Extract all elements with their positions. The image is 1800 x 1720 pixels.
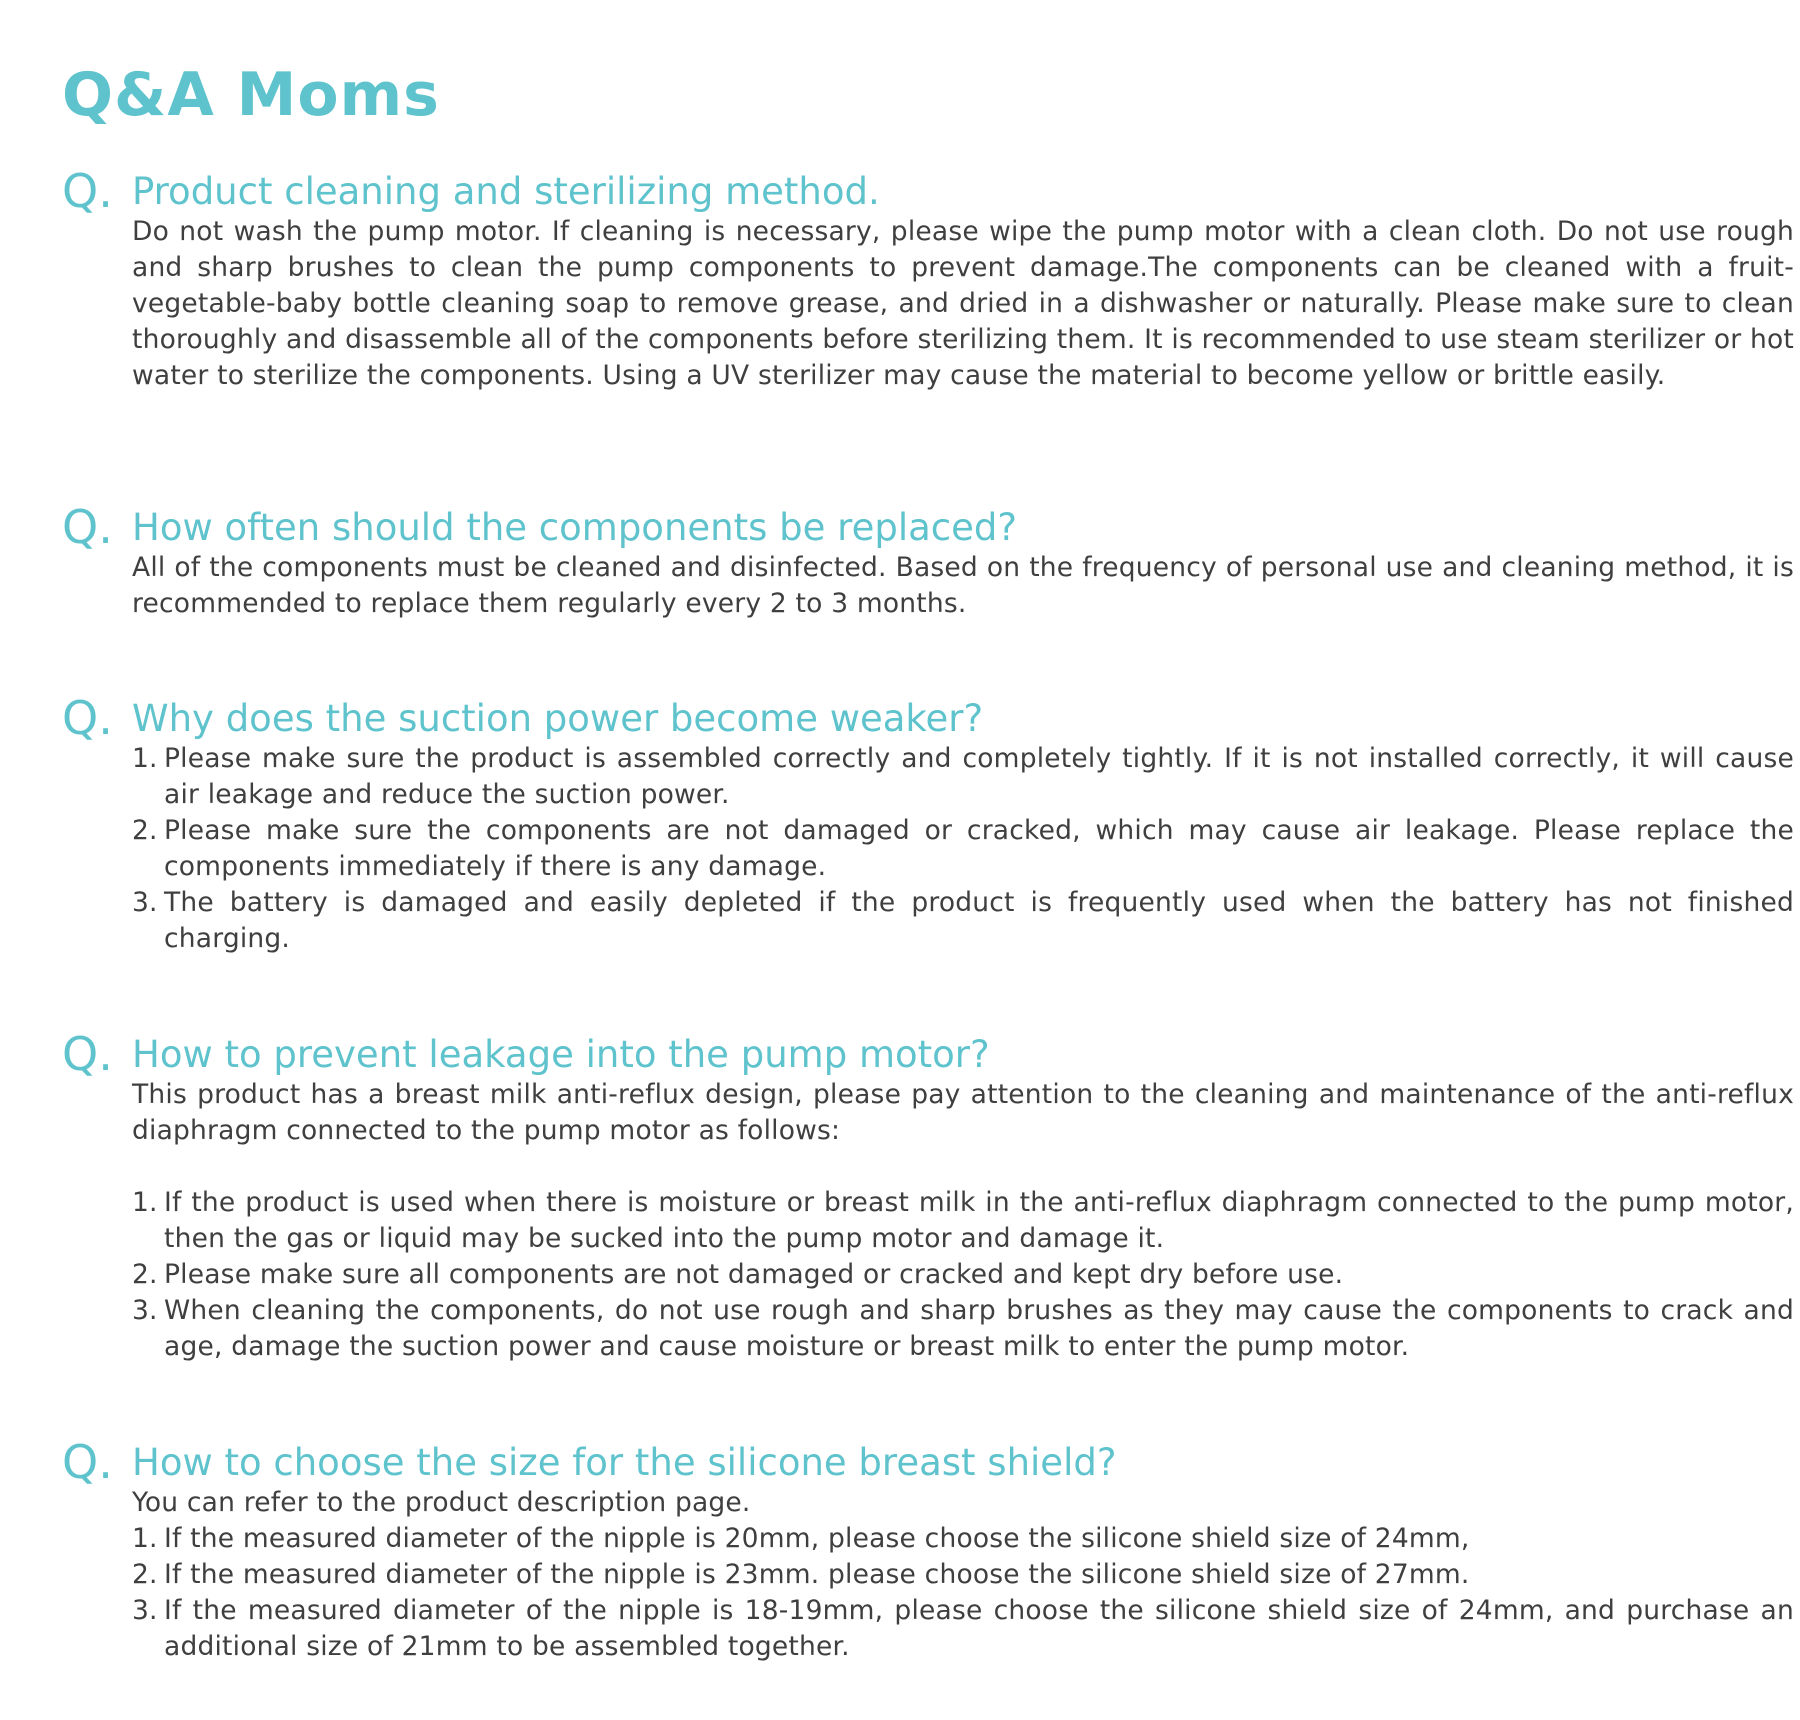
list-item-text: Please make sure all components are not damaged or cracked and kept dry before use. (164, 1259, 1344, 1290)
list-item-number: 2. (132, 1559, 158, 1590)
q-mark: Q. (62, 1435, 113, 1489)
list-item (132, 1593, 1794, 1665)
list-item-number: 3. (132, 887, 158, 918)
q-mark: Q. (62, 500, 113, 554)
answer-paragraph: All of the components must be cleaned and disinfected. Based on the frequency of personal use and cleaning method, it is recommended to replace them regularly every 2 to 3 months. (132, 552, 1794, 619)
list-item-text: If the measured diameter of the nipple is 18-19mm, please choose the silicone shield size of 24mm, and purchase an additional size of 21mm to be assembled together. (164, 1595, 1794, 1662)
qa-section-replacement (62, 500, 1794, 622)
question-row (62, 1027, 1738, 1081)
list-item (132, 1557, 1794, 1593)
list-item-number: 3. (132, 1595, 158, 1626)
q-mark: Q. (62, 691, 113, 745)
question-row (62, 500, 1738, 554)
list-item-text: When cleaning the components, do not use rough and sharp brushes as they may cause the components to crack and age, damage the suction power and cause moisture or breast milk to enter the pump motor. (164, 1295, 1794, 1362)
question-text: Why does the suction power become weaker? (132, 697, 984, 740)
answer-paragraph: You can refer to the product description page. (132, 1487, 751, 1518)
list-item-number: 2. (132, 1259, 158, 1290)
qa-section-leakage (62, 1027, 1794, 1365)
q-mark: Q. (62, 164, 113, 218)
question-row (62, 164, 1738, 218)
list-item-text: The battery is damaged and easily depleted if the product is frequently used when the battery has not finished charging. (164, 887, 1794, 954)
list-item (132, 813, 1794, 885)
list-item-number: 1. (132, 743, 158, 774)
list-item (132, 1185, 1794, 1257)
list-item-text: If the measured diameter of the nipple is 20mm, please choose the silicone shield size of 24mm, (164, 1523, 1470, 1554)
question-text: Product cleaning and sterilizing method. (132, 170, 880, 213)
page-title: Q&A Moms (62, 60, 440, 130)
answer-paragraph: Do not wash the pump motor. If cleaning is necessary, please wipe the pump motor with a clean cloth. Do not use rough and sharp brushes to clean the pump components to prevent damage.The components can be cleaned with a fruit-vegetable-baby bottle cleaning soap to remove grease, and dried in a dishwasher or naturally. Please make sure to clean thoroughly and disassemble all of the components before sterilizing them. It is recommended to use steam sterilizer or hot water to sterilize the components. Using a UV sterilizer may cause the material to become yellow or brittle easily. (132, 216, 1794, 391)
question-row (62, 691, 1738, 745)
question-text: How to prevent leakage into the pump motor? (132, 1033, 990, 1076)
list-item-number: 1. (132, 1187, 158, 1218)
question-text: How often should the components be replaced? (132, 506, 1018, 549)
list-item (132, 885, 1794, 957)
list-item (132, 741, 1794, 813)
list-item-text: If the measured diameter of the nipple is 23mm. please choose the silicone shield size of 27mm. (164, 1559, 1470, 1590)
list-item-text: If the product is used when there is moisture or breast milk in the anti-reflux diaphragm connected to the pump motor, then the gas or liquid may be sucked into the pump motor and damage it. (164, 1187, 1794, 1254)
qa-section-cleaning (62, 164, 1794, 394)
qa-section-suction (62, 691, 1794, 957)
spacer (132, 1149, 1794, 1185)
answer-list (132, 741, 1794, 957)
answer-paragraph: This product has a breast milk anti-reflux design, please pay attention to the cleaning and maintenance of the anti-reflux diaphragm connected to the pump motor as follows: (132, 1079, 1794, 1146)
qa-section-shield-size (62, 1435, 1794, 1665)
question-text: How to choose the size for the silicone breast shield? (132, 1441, 1117, 1484)
answer-list (132, 1185, 1794, 1365)
question-row (62, 1435, 1738, 1489)
list-item (132, 1257, 1794, 1293)
list-item (132, 1293, 1794, 1365)
q-mark: Q. (62, 1027, 113, 1081)
list-item-number: 3. (132, 1295, 158, 1326)
list-item (132, 1521, 1794, 1557)
list-item-number: 1. (132, 1523, 158, 1554)
answer-list (132, 1521, 1794, 1665)
list-item-number: 2. (132, 815, 158, 846)
list-item-text: Please make sure the components are not damaged or cracked, which may cause air leakage. Please replace the components immediately if there is any damage. (164, 815, 1794, 882)
list-item-text: Please make sure the product is assembled correctly and completely tightly. If it is not installed correctly, it will cause air leakage and reduce the suction power. (164, 743, 1794, 810)
